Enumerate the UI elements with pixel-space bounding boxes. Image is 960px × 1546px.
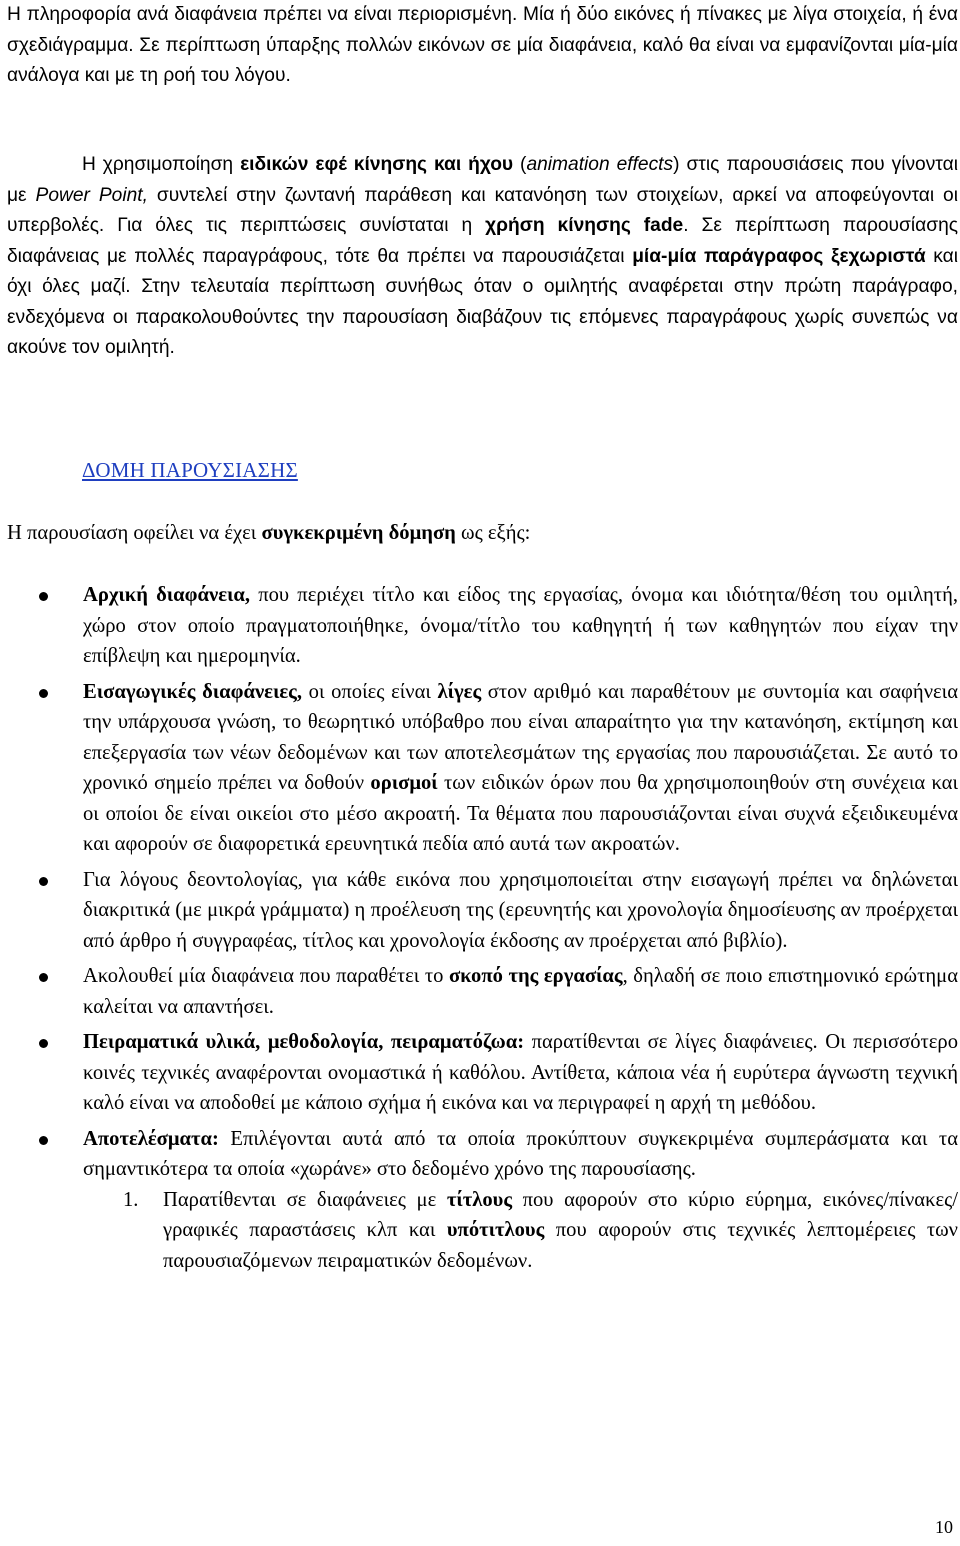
paragraph-animation-effects (7, 150, 958, 364)
bullet-icon (39, 877, 48, 886)
bold-phrase: μία-μία παράγραφος ξεχωριστά (632, 245, 926, 267)
list-item (0, 1124, 958, 1277)
text-span: οι οποίες είναι (302, 680, 438, 703)
text-span: Για λόγους δεοντολογίας, για κάθε εικόνα που χρησιμοποιείται στην εισαγωγή πρέπει να δηλώνεται διακριτικά (με μικρά γράμματα) η προέλευση της (ερευνητής και χρονολογία δημοσίευσης αν προέρχεται από άρθρο ή συγγραφέας, τίτλος και χρονολογία έκδοσης αν προέρχεται από βιβλίο). (83, 868, 958, 952)
italic-phrase: animation effects (526, 154, 674, 175)
text-span: , δηλαδή σε ποιο επιστημονικό ερώτημα καλείται να απαντήσει. (83, 965, 958, 1018)
text-span: Ακολουθεί μία διαφάνεια που παραθέτει το (83, 965, 449, 987)
bold-phrase: σκοπό της εργασίας (448, 965, 623, 987)
bullet-icon (39, 973, 48, 982)
text-span: ) στις παρουσιάσεις που γίνονται με (7, 154, 958, 206)
bold-phrase: υπότιτλους (446, 1219, 545, 1241)
bold-phrase: Αποτελέσματα: (83, 1127, 219, 1150)
bold-phrase: ειδικών εφέ κίνησης και ήχου (240, 154, 514, 175)
text-span: Επιλέγονται αυτά από τα οποία προκύπτουν συγκεκριμένα συμπεράσματα και τα σημαντικότερα τα οποία «χωράνε» στο δεδομένο χρόνο της παρουσίασης. (83, 1127, 958, 1180)
bullet-icon (39, 689, 48, 698)
bold-phrase: Αρχική διαφάνεια, (83, 584, 251, 606)
section-heading: ΔΟΜΗ ΠΑΡΟΥΣΙΑΣΗΣ (82, 458, 298, 482)
bold-phrase: λίγες (437, 680, 482, 703)
italic-phrase: Power Point, (35, 184, 148, 206)
structure-bullet-list (0, 580, 960, 1281)
text-span: ( (513, 154, 527, 175)
text-span: που αφορούν στο κύριο εύρημα, εικόνες/πίνακες/γραφικές παραστάσεις κλπ και (163, 1188, 958, 1241)
bold-phrase: τίτλους (446, 1188, 513, 1211)
bullet-icon (39, 592, 48, 601)
bold-phrase: συγκεκριμένη δόμηση (261, 522, 456, 544)
bullet-icon (39, 1136, 48, 1145)
list-item (0, 865, 958, 957)
bold-phrase: Πειραματικά υλικά, μεθοδολογία, πειραματόζωα: (83, 1031, 525, 1053)
text-span: Η χρησιμοποίηση (82, 154, 241, 175)
list-item (0, 580, 958, 672)
page-number: 10 (935, 1517, 953, 1537)
text-span: που περιέχει τίτλο και είδος της εργασίας, όνομα και ιδιότητα/θέση του ομιλητή, χώρο στον οποίο πραγματοποιήθηκε, όνομα/τίτλο του καθηγητή ή των καθηγητών που είχαν την επίβλεψη και ημερομηνία. (83, 584, 958, 667)
paragraph-info-per-slide: Η πληροφορία ανά διαφάνεια πρέπει να είναι περιορισμένη. Μία ή δύο εικόνες ή πίνακες με λίγα στοιχεία, ή ένα σχεδιάγραμμα. Σε περίπτωση ύπαρξης πολλών εικόνων σε μία διαφάνεια, καλό θα είναι να εμφανίζονται μία-μία ανάλογα και με τη ροή του λόγου. (7, 4, 958, 86)
bold-phrase: ορισμοί (370, 772, 438, 794)
text-span: . Σε περίπτωση παρουσίασης διαφάνειας με πολλές παραγράφους, τότε θα πρέπει να παρουσιάζεται (7, 215, 958, 267)
list-item (0, 1027, 958, 1119)
text-span: ως εξής: (455, 522, 531, 544)
text-span: συντελεί στην ζωντανή παράθεση και κατανόηση των στοιχείων, αρκεί να αποφεύγονται οι υπερβολές. Για όλες τις περιπτώσεις συνίσταται η (7, 184, 958, 236)
text-span: των ειδικών όρων που θα χρησιμοποιηθούν στη συνέχεια και οι οποίοι δε είναι οικείοι στο μέσο ακροατή. Τα θέματα που παρουσιάζονται είναι συχνά εξειδικευμένα και αφορούν σε διαφορετικά ερευνητικά πεδία από αυτά των ακροατών. (83, 772, 958, 855)
text-span: που αφορούν στις τεχνικές λεπτομέρειες των παρουσιαζόμενων πειραματικών δεδομένων. (163, 1219, 958, 1272)
text-span: Στην τελευταία περίπτωση συνήθως όταν ο ομιλητής αναφέρεται στην πρώτη παράγραφο, ενδεχόμενα οι παρακολουθούντες την παρουσίαση διαβάζουν τις επόμενες παραγράφους χωρίς συνεπώς να ακούνε τον ομιλητή. (7, 276, 958, 358)
list-item (0, 961, 958, 1022)
results-numbered-list (83, 1185, 958, 1277)
text-span: Παρατίθενται σε διαφάνειες με (163, 1188, 447, 1211)
intro-sentence (7, 518, 958, 549)
numbered-list-item (83, 1185, 958, 1277)
text-span: και όχι όλες μαζί. (7, 245, 959, 297)
list-item (0, 677, 958, 860)
bullet-icon (39, 1039, 48, 1048)
text-span: παρατίθενται σε λίγες διαφάνειες. Οι περισσότερο κοινές τεχνικές αναφέρονται ονομαστικά ή καθόλου. Αντίθετα, κάποια νέα ή ευρύτερα άγνωστη τεχνική καλό είναι να αποδοθεί με κάποιο σχήμα ή εικόνα και να περιγραφεί η αρχή τη μεθόδου. (83, 1031, 958, 1114)
bold-phrase: χρήση κίνησης fade (485, 215, 684, 236)
text-span: στον αριθμό και παραθέτουν με συντομία και σαφήνεια την υπάρχουσα γνώση, το θεωρητικό υπόβαθρο που είναι απαραίτητο για την κατανόηση, εκτίμηση και επεξεργασία των νέων δεδομένων και των αποτελεσμάτων της εργασίας που παρουσιάζεται. Σε αυτό το χρονικό σημείο πρέπει να δοθούν (83, 680, 958, 794)
bold-phrase: Εισαγωγικές διαφάνειες, (83, 680, 303, 703)
list-number: 1. (123, 1188, 139, 1211)
text-span: Η παρουσίαση οφείλει να έχει (7, 522, 262, 544)
